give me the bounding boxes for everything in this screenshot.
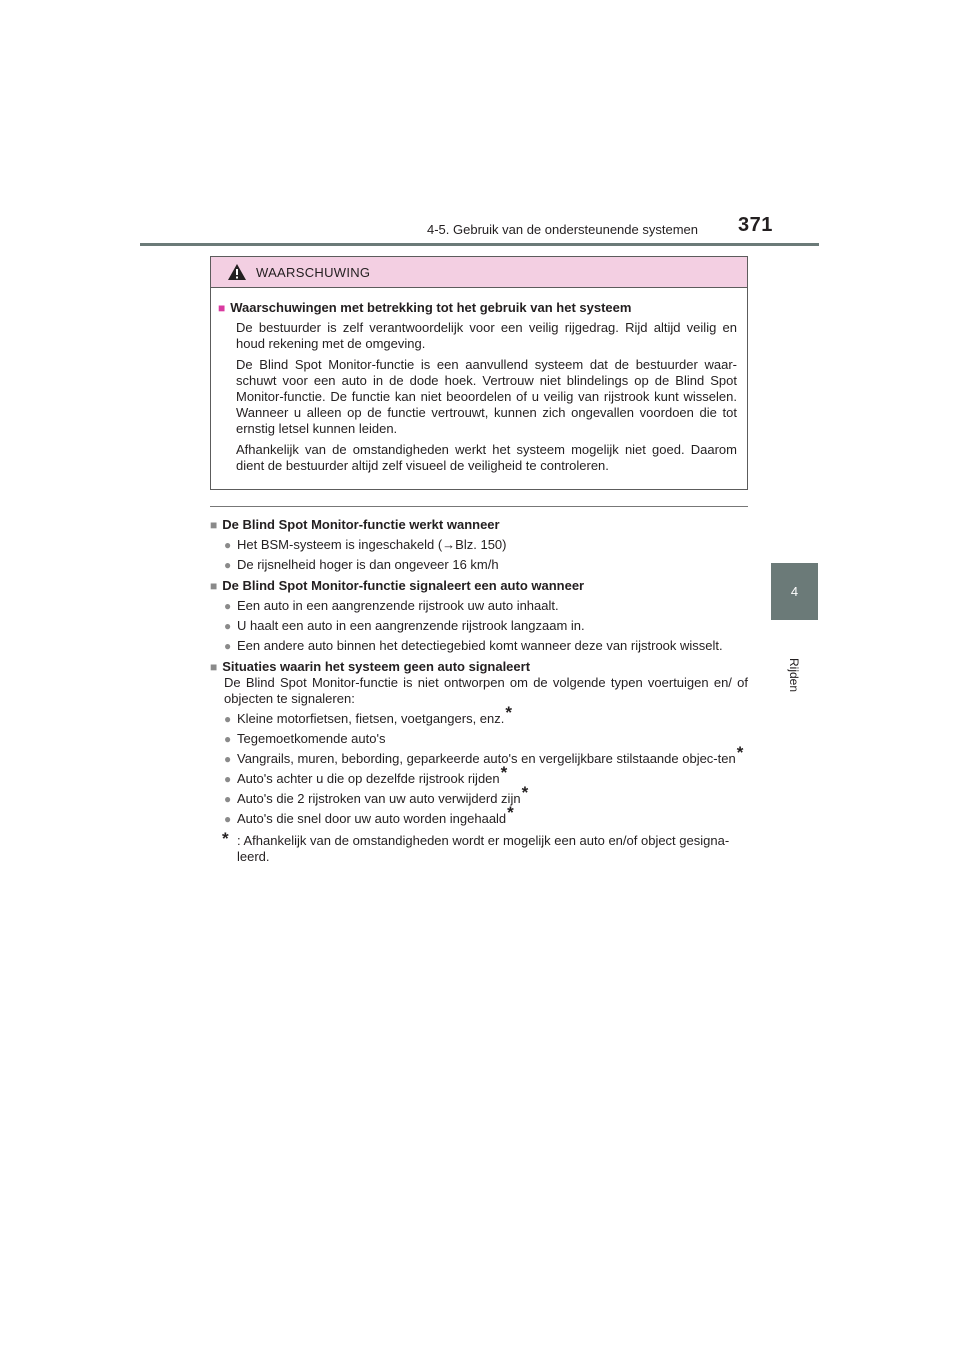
- header-rule: [140, 243, 819, 246]
- list-item-text: Auto's achter u die op dezelfde rijstrook rijden: [237, 771, 500, 786]
- footnote-marker: *: [222, 829, 229, 848]
- list-item-text: Auto's die 2 rijstroken van uw auto verwijderd zijn: [237, 791, 521, 806]
- section-rule: [210, 506, 748, 507]
- bullet-marker: ●: [224, 599, 232, 613]
- chapter-label-container: [771, 645, 818, 705]
- bullet-marker: ●: [224, 812, 232, 826]
- list-item: [224, 731, 748, 747]
- warning-body: [211, 288, 747, 474]
- footnote-asterisk: *: [521, 783, 529, 802]
- list-item: [224, 743, 748, 767]
- warning-heading: [218, 300, 737, 316]
- list-item-text: De rijsnelheid hoger is dan ongeveer 16 km/h: [237, 557, 499, 572]
- page-number: 371: [738, 214, 773, 236]
- list-item-body: [237, 743, 748, 767]
- list-item: [224, 783, 748, 807]
- footnote-asterisk: *: [500, 763, 508, 782]
- section-heading: [210, 517, 748, 533]
- footnote: [222, 829, 748, 865]
- bullet-marker: ●: [224, 639, 232, 653]
- warning-header: [211, 257, 747, 288]
- section-intro: De Blind Spot Monitor-functie is niet ontworpen om de volgende typen voertuigen en/ of objecten te signaleren:: [224, 675, 748, 706]
- bullet-marker: ●: [224, 538, 232, 552]
- footnote-text: : Afhankelijk van de omstandigheden wordt er mogelijk een auto en/of object gesigna-leerd.: [237, 833, 730, 864]
- list-item-body: [237, 763, 748, 787]
- warning-paragraph: Afhankelijk van de omstandigheden werkt het systeem mogelijk niet goed. Daarom dient de bestuurder altijd zelf visueel de veiligheid te controleren.: [236, 442, 737, 473]
- list-item-body: [237, 783, 748, 807]
- section-heading-text: De Blind Spot Monitor-functie signaleert een auto wanneer: [222, 578, 585, 593]
- warning-triangle-icon: [227, 263, 247, 281]
- warning-paragraph: De Blind Spot Monitor-functie is een aanvullend systeem dat de bestuurder waar-schuwt voor een auto in de dode hoek. Vertrouw niet blindelings op de Blind Spot Monitor-functie. De functie kan niet beoordelen of u veilig van rijstrook kunt wisselen. Wanneer u alleen op de functie vertrouwt, kunnen zich ongevallen voordoen die tot ernstig letsel kunnen leiden.: [236, 357, 737, 436]
- chapter-tab: [771, 563, 818, 620]
- section-heading-text: De Blind Spot Monitor-functie werkt wanneer: [222, 517, 500, 532]
- content-body: [210, 512, 748, 865]
- list-item-text: Een auto in een aangrenzende rijstrook uw auto inhaalt.: [237, 598, 559, 613]
- list-item: [224, 703, 748, 727]
- bullet-marker: ●: [224, 752, 232, 766]
- list-item: [224, 537, 748, 553]
- section-heading: [210, 659, 748, 675]
- bullet-marker: ●: [224, 732, 232, 746]
- list-item-text: U haalt een auto in een aangrenzende rijstrook langzaam in.: [237, 618, 585, 633]
- list-item-text: Vangrails, muren, bebording, geparkeerde auto's en vergelijkbare stilstaande objec-ten: [237, 751, 736, 766]
- bullet-marker: ●: [224, 792, 232, 806]
- list-item-text: Een andere auto binnen het detectiegebied komt wanneer deze van rijstrook wisselt.: [237, 638, 723, 653]
- warning-heading-text: Waarschuwingen met betrekking tot het gebruik van het systeem: [230, 300, 632, 315]
- warning-heading-marker: ■: [218, 301, 226, 315]
- bullet-marker: ●: [224, 619, 232, 633]
- warning-title: WAARSCHUWING: [256, 264, 371, 280]
- section-heading: [210, 578, 748, 594]
- list-item-body: [237, 703, 748, 727]
- section-marker: ■: [210, 660, 218, 674]
- footnote-asterisk: *: [507, 803, 514, 822]
- list-item: [224, 618, 748, 634]
- list-item: [224, 803, 748, 827]
- list-item-text: Het BSM-systeem is ingeschakeld (→Blz. 150): [237, 537, 507, 552]
- footnote-asterisk: *: [505, 703, 513, 722]
- chapter-number: 4: [790, 584, 799, 599]
- footnote-asterisk: *: [736, 743, 744, 762]
- section-heading-text: Situaties waarin het systeem geen auto signaleert: [222, 659, 531, 674]
- section-marker: ■: [210, 518, 218, 532]
- list-item: [224, 557, 748, 573]
- list-item: [224, 638, 748, 654]
- list-item: [224, 763, 748, 787]
- warning-box: [210, 256, 748, 490]
- section-marker: ■: [210, 579, 218, 593]
- list-item-body: [237, 803, 748, 827]
- list-item-text: Tegemoetkomende auto's: [237, 731, 386, 746]
- warning-paragraph: De bestuurder is zelf verantwoordelijk voor een veilig rijgedrag. Rijd altijd veilig en houd rekening met de omgeving.: [236, 320, 737, 351]
- chapter-label: Rijden: [787, 657, 802, 693]
- list-item: [224, 598, 748, 614]
- page-header-title: 4-5. Gebruik van de ondersteunende systemen: [426, 222, 698, 237]
- list-item-text: Auto's die snel door uw auto worden ingehaald: [237, 811, 507, 826]
- bullet-marker: ●: [224, 558, 232, 572]
- bullet-marker: ●: [224, 772, 232, 786]
- bullet-marker: ●: [224, 712, 232, 726]
- list-item-text: Kleine motorfietsen, fietsen, voetgangers, enz.: [237, 711, 505, 726]
